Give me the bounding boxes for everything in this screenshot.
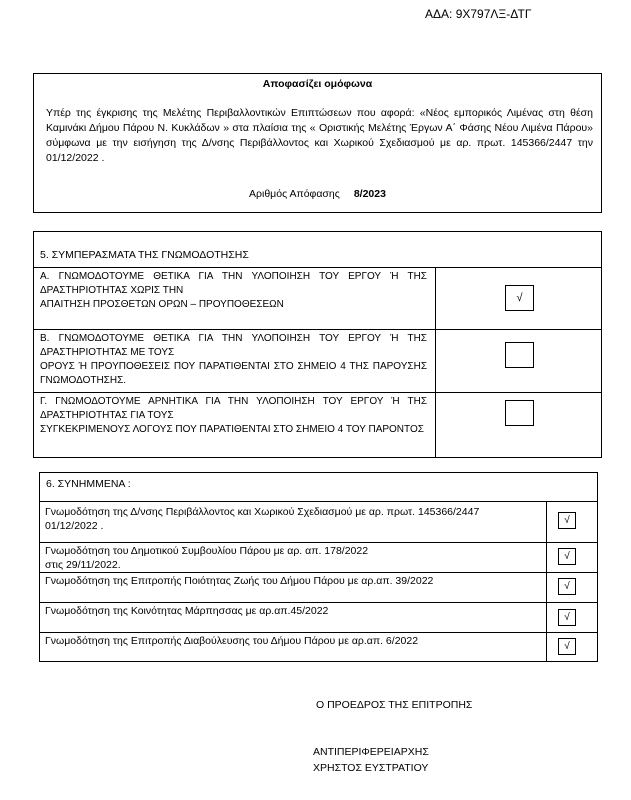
attachments-header bbox=[40, 473, 597, 502]
attachment-row bbox=[40, 501, 597, 543]
attachment-line: Γνωμοδότηση του Δημοτικού Συμβουλίου Πάρου με αρ. απ. 178/2022 bbox=[45, 545, 369, 557]
signature-name: ΧΡΗΣΤΟΣ ΕΥΣΤΡΑΤΙΟΥ bbox=[313, 762, 429, 774]
attachment-text bbox=[45, 505, 545, 533]
column-divider bbox=[546, 501, 547, 542]
conclusion-text bbox=[40, 332, 427, 388]
conclusion-line: ΟΡΟΥΣ Ή ΠΡΟΥΠΟΘΕΣΕΙΣ ΠΟΥ ΠΑΡΑΤΙΘΕΝΤΑΙ ΣΤΟ ΣΗΜΕΙΟ 4 ΤΗΣ ΠΑΡΟΥΣΗΣ ΓΝΩΜΟΔΟΤΗΣΗΣ. bbox=[40, 361, 427, 386]
decision-title: Αποφασίζει ομόφωνα bbox=[262, 78, 373, 90]
attachment-row bbox=[40, 572, 597, 603]
conclusion-row-b bbox=[34, 329, 601, 393]
attachment-line: 01/12/2022 . bbox=[45, 520, 104, 532]
conclusion-row-c bbox=[34, 392, 601, 457]
column-divider bbox=[435, 329, 436, 392]
column-divider bbox=[435, 267, 436, 329]
attachment-checkbox[interactable]: √ bbox=[558, 578, 576, 595]
attachment-line: Γνωμοδότηση της Δ/νσης Περιβάλλοντος και Χωρικού Σχεδιασμού με αρ. πρωτ. 145366/2447 bbox=[45, 506, 480, 518]
attachment-line: στις 29/11/2022. bbox=[45, 559, 121, 571]
attachment-row bbox=[40, 542, 597, 573]
attachment-checkbox[interactable]: √ bbox=[558, 638, 576, 655]
signature-role: Ο ΠΡΟΕΔΡΟΣ ΤΗΣ ΕΠΙΤΡΟΠΗΣ bbox=[316, 699, 473, 711]
attachment-row bbox=[40, 632, 597, 661]
conclusion-line: Β. ΓΝΩΜΟΔΟΤΟΥΜΕ ΘΕΤΙΚΑ ΓΙΑ ΤΗΝ ΥΛΟΠΟΙΗΣΗ ΤΟΥ ΕΡΓΟΥ Ή ΤΗΣ ΔΡΑΣΤΗΡΙΟΤΗΤΑΣ ΜΕ ΤΟΥΣ bbox=[40, 333, 427, 358]
column-divider bbox=[546, 602, 547, 632]
attachment-text bbox=[45, 604, 545, 618]
signature-title: ΑΝΤΙΠΕΡΙΦΕΡΕΙΑΡΧΗΣ bbox=[313, 746, 429, 758]
attachment-row bbox=[40, 602, 597, 633]
conclusions-header-text: 5. ΣΥΜΠΕΡΑΣΜΑΤΑ ΤΗΣ ΓΝΩΜΟΔΟΤΗΣΗΣ bbox=[40, 249, 249, 261]
attachment-text bbox=[45, 544, 545, 572]
decision-number-label: Αριθμός Απόφασης bbox=[249, 188, 340, 200]
attachment-checkbox[interactable]: √ bbox=[558, 548, 576, 565]
signature-block bbox=[313, 744, 429, 776]
conclusions-header bbox=[34, 232, 601, 268]
column-divider bbox=[546, 542, 547, 572]
ada-code: ΑΔΑ: 9Χ797ΛΞ-ΔΤΓ bbox=[425, 7, 532, 21]
attachment-text bbox=[45, 634, 545, 648]
attachment-line: Γνωμοδότηση της Επιτροπής Ποιότητας Ζωής του Δήμου Πάρου με αρ.απ. 39/2022 bbox=[45, 575, 434, 587]
column-divider bbox=[546, 572, 547, 602]
conclusion-line: Γ. ΓΝΩΜΟΔΟΤΟΥΜΕ ΑΡΝΗΤΙΚΑ ΓΙΑ ΤΗΝ ΥΛΟΠΟΙΗΣΗ ΤΟΥ ΕΡΓΟΥ Ή ΤΗΣ ΔΡΑΣΤΗΡΙΟΤΗΤΑΣ ΓΙΑ ΤΟΥΣ bbox=[40, 396, 427, 421]
conclusion-text bbox=[40, 270, 427, 312]
conclusion-text bbox=[40, 395, 427, 437]
attachment-checkbox[interactable]: √ bbox=[558, 512, 576, 529]
conclusions-table bbox=[33, 231, 602, 458]
conclusion-checkbox[interactable]: √ bbox=[505, 285, 534, 311]
attachments-table bbox=[39, 472, 598, 662]
attachment-line: Γνωμοδότηση της Κοινότητας Μάρπησσας με αρ.απ.45/2022 bbox=[45, 605, 329, 617]
conclusion-checkbox[interactable] bbox=[505, 400, 534, 426]
decision-box bbox=[33, 73, 602, 213]
conclusion-line: Α. ΓΝΩΜΟΔΟΤΟΥΜΕ ΘΕΤΙΚΑ ΓΙΑ ΤΗΝ ΥΛΟΠΟΙΗΣΗ ΤΟΥ ΕΡΓΟΥ Ή ΤΗΣ ΔΡΑΣΤΗΡΙΟΤΗΤΑΣ ΧΩΡΙΣ ΤΗΝ bbox=[40, 271, 427, 296]
decision-number bbox=[34, 188, 601, 200]
conclusion-line: ΑΠΑΙΤΗΣΗ ΠΡΟΣΘΕΤΩΝ ΟΡΩΝ – ΠΡΟΥΠΟΘΕΣΕΩΝ bbox=[40, 299, 284, 310]
conclusion-row-a bbox=[34, 267, 601, 330]
column-divider bbox=[435, 392, 436, 457]
attachment-checkbox[interactable]: √ bbox=[558, 609, 576, 626]
column-divider bbox=[546, 632, 547, 661]
attachment-text bbox=[45, 574, 545, 588]
attachment-line: Γνωμοδότηση της Επιτροπής Διαβούλευσης του Δήμου Πάρου με αρ.απ. 6/2022 bbox=[45, 635, 419, 647]
decision-number-value: 8/2023 bbox=[353, 188, 386, 200]
conclusion-checkbox[interactable] bbox=[505, 342, 534, 368]
attachments-header-text: 6. ΣΥΝΗΜΜΕΝΑ : bbox=[46, 478, 131, 490]
conclusion-line: ΣΥΓΚΕΚΡΙΜΕΝΟΥΣ ΛΟΓΟΥΣ ΠΟΥ ΠΑΡΑΤΙΘΕΝΤΑΙ ΣΤΟ ΣΗΜΕΙΟ 4 ΤΟΥ ΠΑΡΟΝΤΟΣ bbox=[40, 424, 424, 435]
decision-body: Υπέρ της έγκρισης της Μελέτης Περιβαλλοντικών Επιπτώσεων που αφορά: «Νέος εμπορικός Λιμένας στη θέση Καμινάκι Δήμου Πάρου Ν. Κυκλάδων » στα πλαίσια της « Οριστικής Μελέτης Έργων Α΄ Φάσης Νέου Λιμένα Πάρου» σύμφωνα με την εισήγηση της Δ/νσης Περιβάλλοντος και Χωρικού Σχεδιασμού με αρ. πρωτ. 145366/2447 την 01/12/2022 . bbox=[46, 107, 593, 164]
